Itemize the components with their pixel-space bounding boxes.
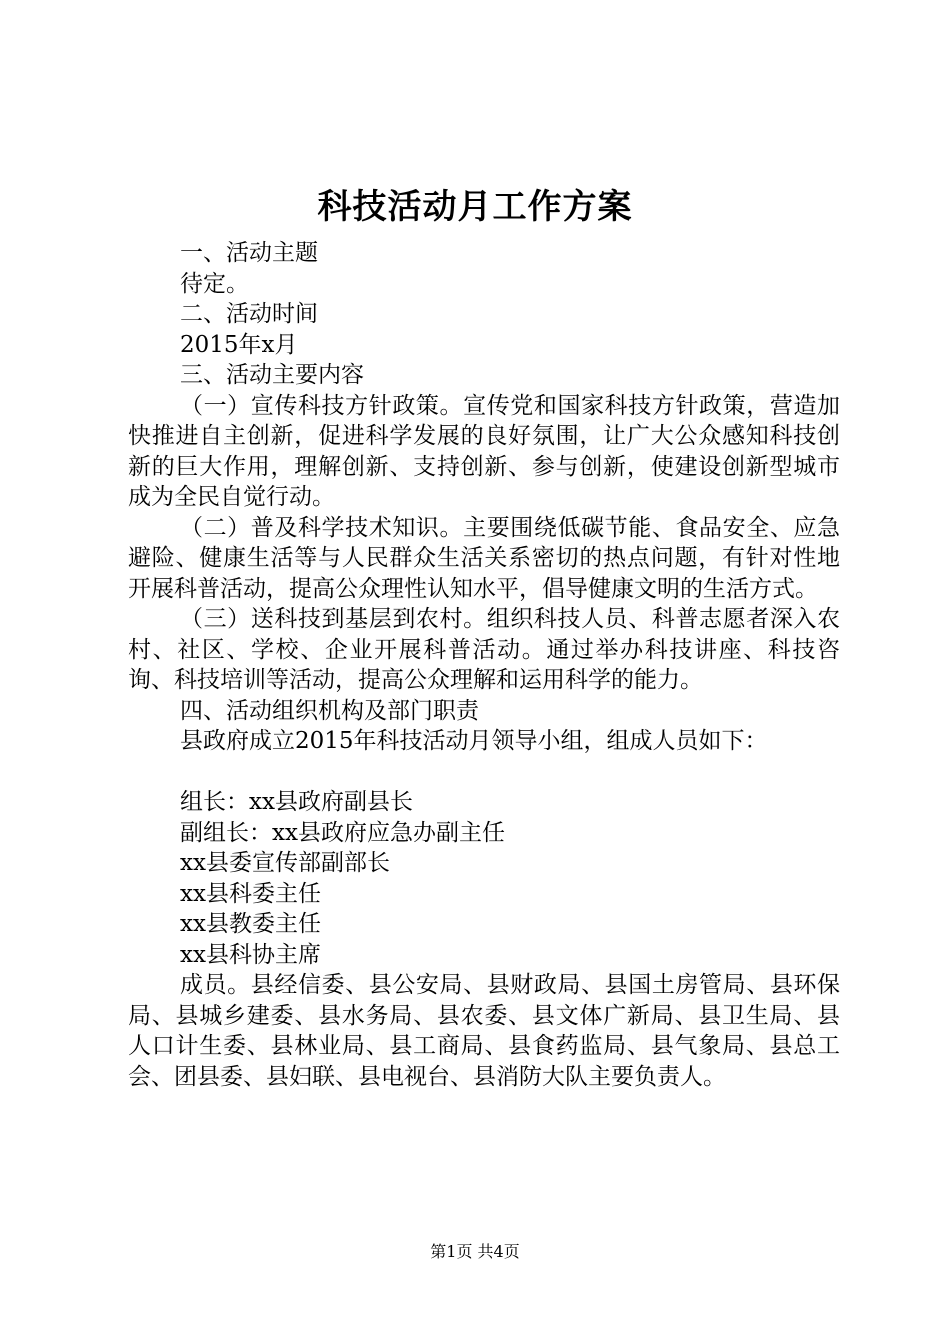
heading-activity-time: 二、活动时间 [180, 301, 318, 327]
page-footer: 第1页 共4页 [430, 1242, 520, 1261]
heading-organization: 四、活动组织机构及部门职责 [180, 697, 479, 724]
organization-intro: 县政府成立2015年科技活动月领导小组，组成人员如下： [180, 728, 768, 754]
content-paragraph-1: （一）宣传科技方针政策。宣传党和国家科技方针政策，营造加快推进自主创新，促进科学发展的良好氛围，让广大公众感知科技创新的巨大作用，理解创新、支持创新、参与创新，使建设创新型城市成为全民自觉行动。 [128, 392, 840, 510]
document-title: 科技活动月工作方案 [317, 187, 633, 227]
member-line: 组长：xx县政府副县长 [180, 789, 413, 815]
activity-theme-text: 待定。 [180, 270, 249, 297]
content-paragraph-3: （三）送科技到基层到农村。组织科技人员、科普志愿者深入农村、社区、学校、企业开展科普活动。通过举办科技讲座、科技咨询、科技培训等活动，提高公众理解和运用科学的能力。 [128, 606, 840, 693]
member-line: 副组长：xx县政府应急办副主任 [180, 819, 505, 846]
document-body [128, 238, 840, 1092]
member-line: xx县科委主任 [180, 880, 321, 907]
member-line: xx县委宣传部副部长 [180, 850, 390, 876]
heading-main-content: 三、活动主要内容 [180, 362, 364, 388]
activity-time-text: 2015年x月 [180, 331, 298, 358]
content-paragraph-2: （二）普及科学技术知识。主要围绕低碳节能、食品安全、应急避险、健康生活等与人民群众生活关系密切的热点问题，有针对性地开展科普活动，提高公众理性认知水平，倡导健康文明的生活方式。 [128, 514, 840, 602]
blank-line [128, 757, 840, 788]
member-line: xx县科协主席 [180, 941, 321, 968]
member-line: xx县教委主任 [180, 911, 321, 937]
heading-activity-theme: 一、活动主题 [180, 240, 318, 266]
members-paragraph: 成员。县经信委、县公安局、县财政局、县国土房管局、县环保局、县城乡建委、县水务局、县农委、县文体广新局、县卫生局、县人口计生委、县林业局、县工商局、县食药监局、县气象局、县总工会、团县委、县妇联、县电视台、县消防大队主要负责人。 [128, 972, 840, 1090]
